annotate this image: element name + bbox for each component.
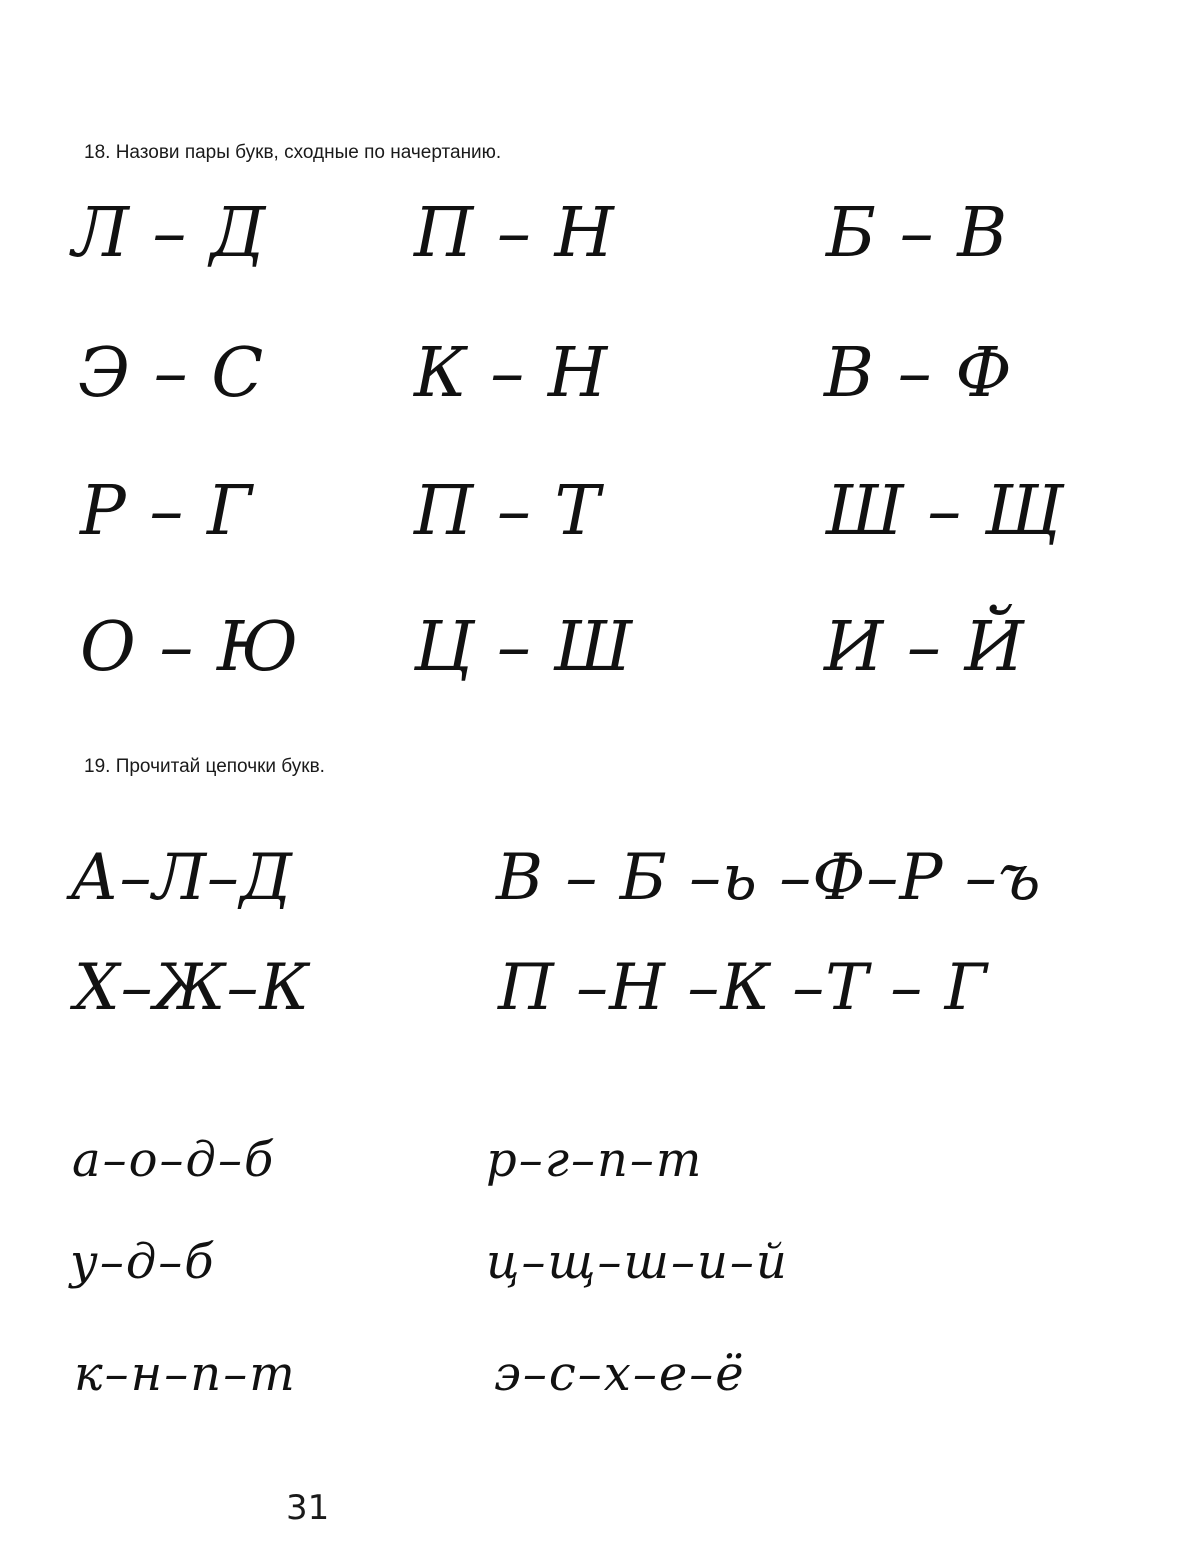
upper-letter-chain: А–Л–Д bbox=[70, 841, 293, 915]
letter-pair: П – Т bbox=[414, 472, 601, 551]
letter-pair: Б – В bbox=[826, 194, 1009, 273]
letter-pair: Ш – Щ bbox=[826, 472, 1064, 551]
lower-letter-chain: р–г–п–т bbox=[486, 1132, 704, 1188]
task-19-heading: 19. Прочитай цепочки букв. bbox=[84, 756, 325, 777]
letter-pair: О – Ю bbox=[80, 608, 300, 687]
letter-pair: Э – С bbox=[78, 334, 265, 413]
letter-pair: Ц – Ш bbox=[414, 608, 634, 687]
letter-pair: Р – Г bbox=[80, 472, 254, 551]
upper-letter-chain: В – Б –ь –Ф–Р –ъ bbox=[496, 841, 1042, 915]
task-18-heading: 18. Назови пары букв, сходные по начертанию. bbox=[84, 142, 502, 163]
lower-letter-chain: а–о–д–б bbox=[72, 1132, 276, 1188]
page-number: 31 bbox=[286, 1488, 330, 1528]
upper-letter-chain: П –Н –К –Т – Г bbox=[498, 951, 988, 1025]
lower-letter-chain: ц–щ–ш–и–й bbox=[486, 1234, 789, 1290]
lower-letter-chain: э–с–х–е–ё bbox=[494, 1346, 746, 1402]
lower-letter-chain: к–н–п–т bbox=[74, 1346, 297, 1402]
letter-pair: В – Ф bbox=[824, 334, 1013, 413]
upper-letter-chain: Х–Ж–К bbox=[74, 951, 310, 1025]
lower-letter-chain: у–д–б bbox=[70, 1234, 216, 1290]
letter-pair: П – Н bbox=[414, 194, 615, 273]
letter-pair: И – Й bbox=[824, 608, 1025, 687]
letter-pair: Л – Д bbox=[72, 194, 267, 273]
letter-pair: К – Н bbox=[414, 334, 609, 413]
